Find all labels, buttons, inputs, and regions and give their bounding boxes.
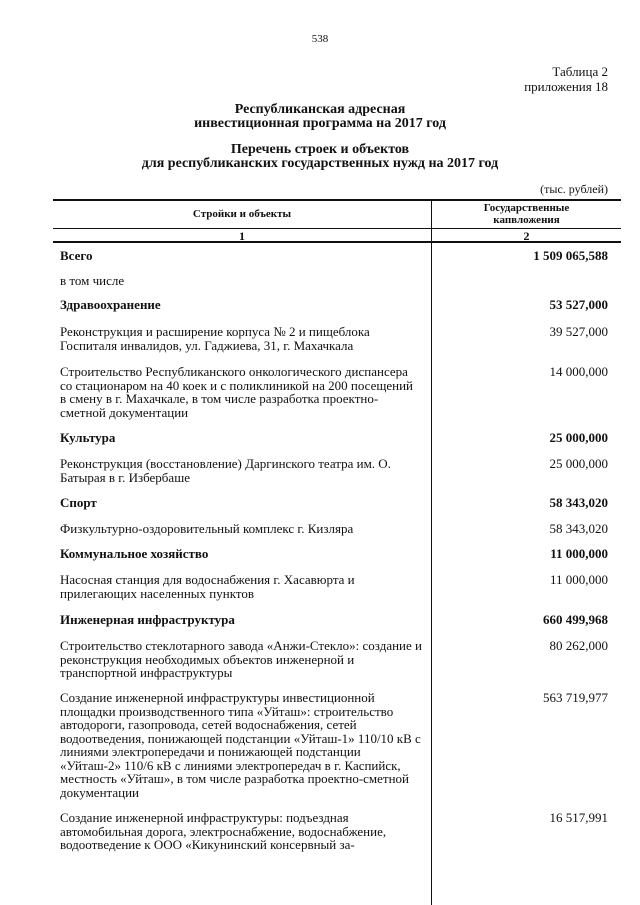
title-line-2: инвестиционная программа на 2017 год [194, 116, 446, 131]
row-value: 14 000,000 [549, 364, 608, 379]
document-title [0, 103, 640, 131]
row-name: Инженерная инфраструктура [60, 612, 235, 627]
appendix-number: приложения 18 [524, 79, 608, 94]
table-top-border [53, 199, 621, 201]
row-name: Физкультурно-оздоровительный комплекс г. Кизляра [60, 521, 354, 536]
row-value: 39 527,000 [549, 324, 608, 339]
row-name: Реконструкция (восстановление) Даргинского театра им. О. Батырая в г. Избербаше [60, 456, 391, 485]
table-reference [524, 64, 608, 94]
table-number: Таблица 2 [552, 64, 608, 79]
row-name: Здравоохранение [60, 297, 161, 312]
units-note: (тыс. рублей) [540, 182, 608, 196]
column-header-investments-line-2: капвложения [493, 214, 560, 226]
row-name: Коммунальное хозяйство [60, 546, 209, 561]
row-name: Строительство Республиканского онкологического диспансера со стационаром на 40 коек и с поликлиникой на 200 посещений в смену в г. Махачкале, в том числе разработка проектно-сметной документации [60, 364, 413, 420]
subtitle-line-2: для республиканских государственных нужд на 2017 год [141, 156, 499, 171]
row-value: 25 000,000 [549, 430, 608, 445]
row-name: Создание инженерной инфраструктуры инвестиционной площадки производственного типа «Уйташ»: строительство автодороги, газопровода, сетей водоснабжения, сетей водоотведения, понижающей подстанции «Уйташ-1» 110/10 кВ с линиями электропередачи и понижающей подстанции «Уйташ-2» 110/6 кВ с линиями электропередач в г. Каспийск, местность «Уйташ», в том числе разработка проектно-сметной документации [60, 690, 421, 800]
column-divider [431, 199, 432, 905]
subtitle-line-1: Перечень строек и объектов [230, 142, 410, 157]
row-name: Культура [60, 430, 116, 445]
row-value: 80 262,000 [549, 638, 608, 653]
row-name: Спорт [60, 495, 97, 510]
row-value: 11 000,000 [550, 546, 608, 561]
row-value: 11 000,000 [549, 572, 608, 587]
row-name: Реконструкция и расширение корпуса № 2 и пищеблока Госпиталя инвалидов, ул. Гаджиева, 31, г. Махачкала [60, 324, 370, 353]
page-number: 538 [311, 33, 329, 45]
title-line-1: Республиканская адресная [234, 102, 406, 117]
column-header-investments-line-1: Государственные [483, 202, 570, 214]
column-number-1: 1 [239, 229, 245, 243]
document-subtitle [0, 143, 640, 171]
row-value: 58 343,020 [549, 521, 608, 536]
row-value: 660 499,968 [543, 612, 608, 627]
column-number-2: 2 [523, 229, 530, 243]
row-value: 58 343,020 [549, 495, 608, 510]
row-value: 25 000,000 [549, 456, 608, 471]
row-value: 16 517,991 [549, 810, 608, 825]
row-value: 53 527,000 [549, 297, 608, 312]
row-name: Создание инженерной инфраструктуры: подъездная автомобильная дорога, электроснабжение, водоснабжение, водоотведение к ООО «Кикунинский консервный за- [60, 810, 387, 852]
row-name: Всего [60, 248, 93, 263]
row-name: Строительство стеклотарного завода «Анжи-Стекло»: создание и реконструкция необходимых объектов инженерной и транспортной инфраструктуры [60, 638, 422, 680]
row-value: 563 719,977 [543, 690, 608, 705]
column-header-investments [432, 202, 621, 226]
row-name: Насосная станция для водоснабжения г. Хасавюрта и прилегающих населенных пунктов [60, 572, 355, 601]
column-header-objects: Стройки и объекты [192, 208, 292, 220]
row-value: 1 509 065,588 [533, 248, 608, 263]
investment-table [53, 199, 621, 905]
row-name: в том числе [60, 273, 125, 288]
